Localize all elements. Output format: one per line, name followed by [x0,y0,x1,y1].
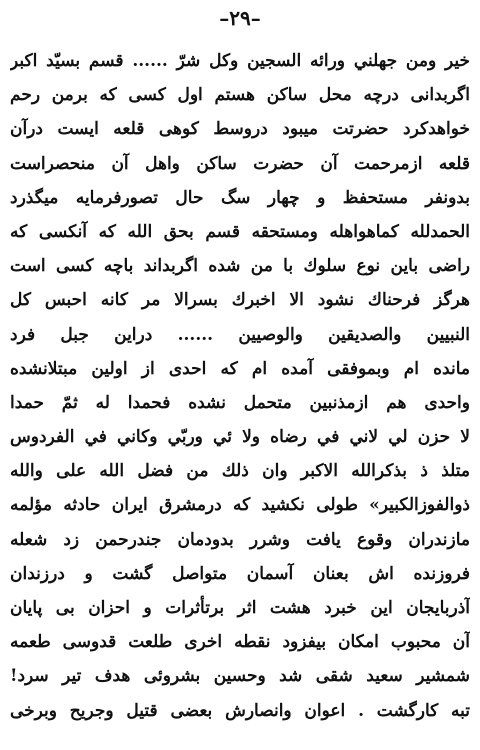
text-line: آذربایجان این خبرد هشت اثر برتأثرات و احزان بی پایان [10,598,470,618]
text-line: راضی باین نوع سلوك با من شده اگربداند باچه کسی است [10,256,470,277]
body-text [10,44,470,728]
text-line: مازندران وقوع یافت وشرر بدودمان جندرحمن زد شعله [10,529,470,550]
text-line: الحمدلله کماهواهله ومستحقه قسم بحق الله که آنکسی که [10,221,470,242]
text-line: تبه کارگشت . اعوان وانصارش بعضی قتیل وجریح وبرخی [10,700,470,721]
text-line: مانده ام وبموفقی آمده ام که احدی از اولین مبتلانشده [10,358,470,379]
text-line: فروزنده اش بعنان آسمان متواصل گشت و درزندان [10,563,470,584]
text-line: لا حزن لي لاني في رضاه ولا ئي وربّي وكاني في الفردوس [10,427,470,448]
text-line: بدونفر مستحفظ و چهار سگ حال تصورفرمایه میگذرد [10,187,470,208]
text-line: النبيين والصديقين والوصيين ...... دراین جبل فرد [10,324,470,345]
text-line: آن محبوب امکان بیفزود نقطه اخری طلعت قدوسی طعمه [10,632,470,653]
text-line: خواهدکرد حضرتت میبود دروسط کوهی قلعه ایست درآن [10,119,470,140]
text-line: متلذ ذ بذكرالله الاكبر وان ذلك من فضل الله على والله [10,461,470,482]
text-line: هرگز فرحناك نشود الا اخبرك بسرالا مر كانه احبس كل [10,290,470,311]
text-line: ذوالفوزالكبير» طولی نکشید که درمشرق ایران حادثه مؤلمه [10,495,470,516]
text-line: قلعه ازمرحمت آن حضرت ساکن واهل آن منحصراست [10,153,470,174]
page-number: –۲۹– [219,6,261,30]
text-line: اگربدانی درچه محل ساکن هستم اول کسی که برمن رحم [10,85,470,106]
text-line: واحدی هم ازمذنبین متحمل نشده فحمدا له ثمّ حمدا [10,392,470,413]
text-line: خير ومن جهلني ورائه السجين وكل شرّ ...... قسم بسيّد اكبر [10,51,470,71]
text-line: شمشیر سعید شقی شد وحسین بشروئی هدف تیر سرد! [10,666,470,687]
